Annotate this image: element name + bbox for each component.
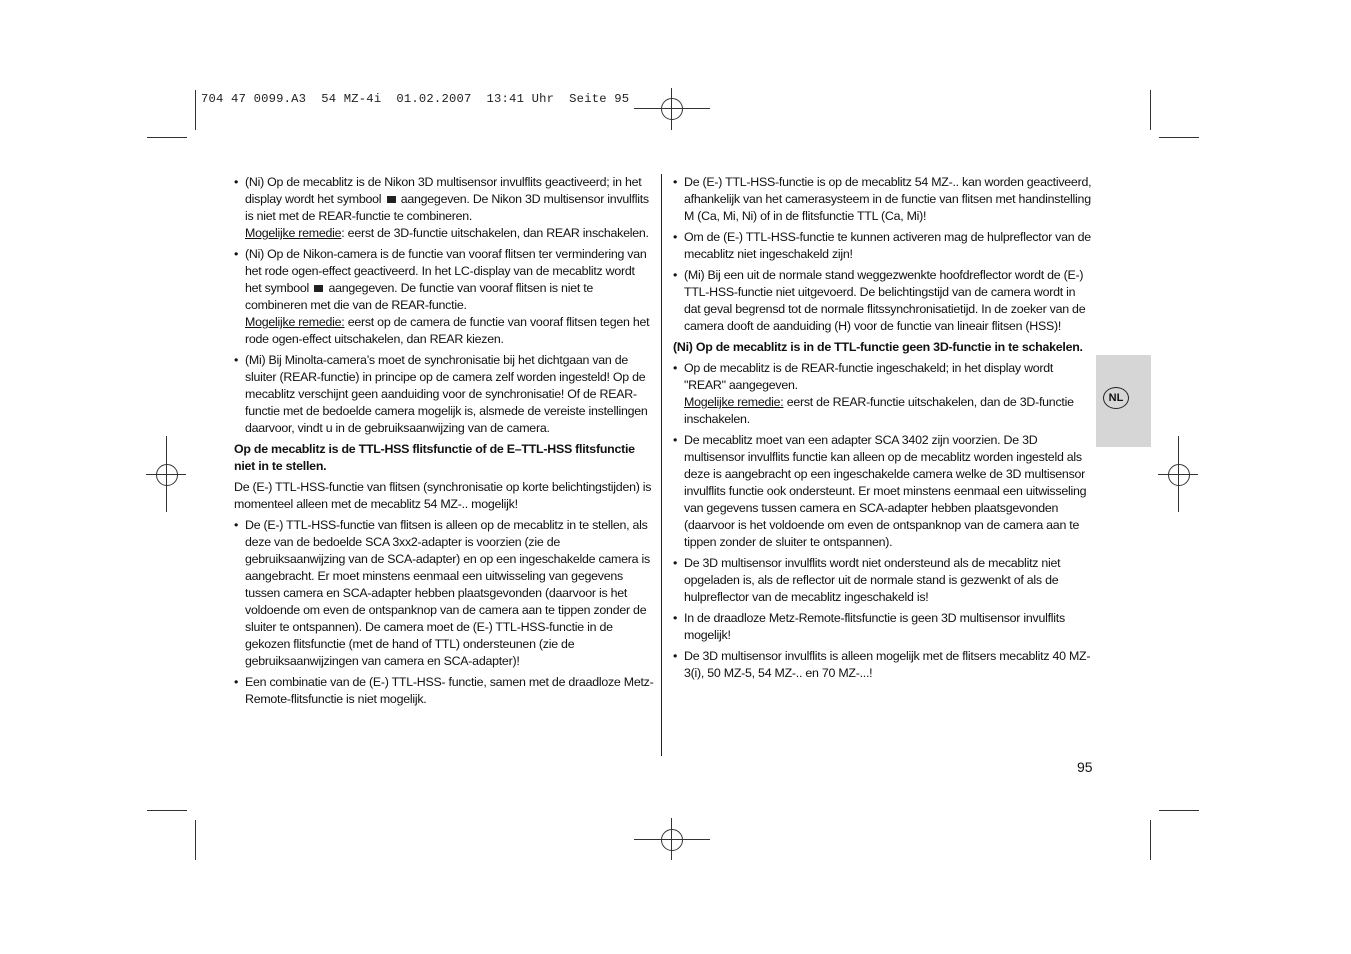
list-item: • De 3D multisensor invulflits wordt niet ondersteund als de mecablitz niet opgeladen is, als de reflector uit de normale stand is gezwenkt of als de hulpreflector van de mecablitz ingeschakeld is!	[673, 555, 1093, 606]
right-column	[673, 174, 1093, 686]
remedy-label: Mogelijke remedie:	[684, 395, 784, 409]
remedy-label: Mogelijke remedie	[245, 226, 342, 240]
list-item: • (Ni) Op de Nikon-camera is de functie van vooraf flitsen ter vermindering van het rode ogen-effect geactiveerd. In het LC-display van de mecablitz wordt het symbool aangegeven. De functie van vooraf flitsen is niet te combineren met die van de REAR-functie. Mogelijke remedie: eerst op de camera de functie van vooraf flitsen tegen het rode ogen-effect uitschakelen, dan REAR kiezen.	[234, 246, 654, 348]
section-heading: (Ni) Op de mecablitz is in de TTL-functie geen 3D-functie in te schakelen.	[673, 340, 1083, 354]
section-heading: Op de mecablitz is de TTL-HSS flitsfunctie of de E–TTL-HSS flitsfunctie niet in te stellen.	[234, 442, 635, 473]
list-item: • (Mi) Bij een uit de normale stand weggezwenkte hoofdreflector wordt de (E-) TTL-HSS-functie niet uitgevoerd. De belichtingstijd van de camera wordt in dat geval begrensd tot de normale flitssynchronisatietijd. In de zoeker van de camera dooft de aanduiding (H) voor de functie van lineair flitsen (HSS)!	[673, 267, 1093, 335]
page-number: 95	[1077, 759, 1093, 775]
list-item: • (Ni) Op de mecablitz is de Nikon 3D multisensor invulflits geactiveerd; in het display wordt het symbool aangegeven. De Nikon 3D multisensor invulflits is niet met de REAR-functie te combineren. Mogelijke remedie: eerst de 3D-functie uitschakelen, dan REAR inschakelen.	[234, 174, 654, 242]
list-item: • De 3D multisensor invulflits is alleen mogelijk met de flitsers mecablitz 40 MZ-3(i), 50 MZ-5, 54 MZ-.. en 70 MZ-...!	[673, 648, 1093, 682]
list-item: • De (E-) TTL-HSS-functie is op de mecablitz 54 MZ-.. kan worden geactiveerd, afhankelijk van het camerasysteem in de functie van flitsen met handinstelling M (Ca, Mi, Ni) of in de flitsfunctie TTL (Ca, Mi)!	[673, 174, 1093, 225]
list-item: • De (E-) TTL-HSS-functie van flitsen is alleen op de mecablitz in te stellen, als deze van de bedoelde SCA 3xx2-adapter is voorzien (zie de gebruiksaanwijzing van de SCA-adapter) en op een ingeschakelde camera is aangebracht. Er moet minstens eenmaal een uitwisseling van gegevens tussen camera en SCA-adapter hebben plaatsgevonden (daarvoor is het voldoende om even de ontspanknop van de camera aan te tippen zonder de sluiter te ontspannen). De camera moet de (E-) TTL-HSS-functie in de gekozen flitsfunctie (met de hand of TTL) ondersteunen (zie de gebruiksaanwijzingen van camera en SCA-adapter)!	[234, 517, 654, 670]
list-item: • Om de (E-) TTL-HSS-functie te kunnen activeren mag de hulpreflector van de mecablitz niet ingeschakeld zijn!	[673, 229, 1093, 263]
print-slug: 704 47 0099.A3 54 MZ-4i 01.02.2007 13:41 Uhr Seite 95	[201, 92, 630, 106]
language-badge: NL	[1103, 387, 1129, 409]
paragraph: De (E-) TTL-HSS-functie van flitsen (synchronisatie op korte belichtingstijden) is momenteel alleen met de mecablitz 54 MZ-.. mogelijk!	[234, 480, 652, 511]
list-item: • De mecablitz moet van een adapter SCA 3402 zijn voorzien. De 3D multisensor invulflits functie kan alleen op de mecablitz worden ingesteld als deze is aangebracht op een ingeschakelde camera welke de 3D multisensor invulflits functie ook ondersteunt. Er moet minstens eenmaal een uitwisseling van gegevens tussen camera en SCA-adapter hebben plaatsgevonden (daarvoor is het voldoende om even de ontspanknop van de camera aan te tippen zonder de sluiter te ontspannen).	[673, 432, 1093, 551]
list-item: • Op de mecablitz is de REAR-functie ingeschakeld; in het display wordt "REAR" aangegeven. Mogelijke remedie: eerst de REAR-functie uitschakelen, dan de 3D-functie inschakelen.	[673, 360, 1093, 428]
left-column	[234, 174, 654, 712]
column-divider	[661, 174, 662, 756]
list-item: • (Mi) Bij Minolta-camera’s moet de synchronisatie bij het dichtgaan van de sluiter (REAR-functie) in principe op de camera zelf worden ingesteld! Op de mecablitz verschijnt geen aanduiding voor de synchronisatie! Of de REAR-functie met de bedoelde camera mogelijk is, alsmede de vereiste instellingen daarvoor, vindt u in de gebruiksaanwijzing van de camera.	[234, 352, 654, 437]
3d-flash-symbol-icon	[387, 196, 396, 203]
remedy-label: Mogelijke remedie:	[245, 315, 345, 329]
red-eye-symbol-icon	[314, 285, 323, 292]
list-item: • In de draadloze Metz-Remote-flitsfunctie is geen 3D multisensor invulflits mogelijk!	[673, 610, 1093, 644]
list-item: • Een combinatie van de (E-) TTL-HSS- functie, samen met de draadloze Metz-Remote-flitsfunctie is niet mogelijk.	[234, 674, 654, 708]
